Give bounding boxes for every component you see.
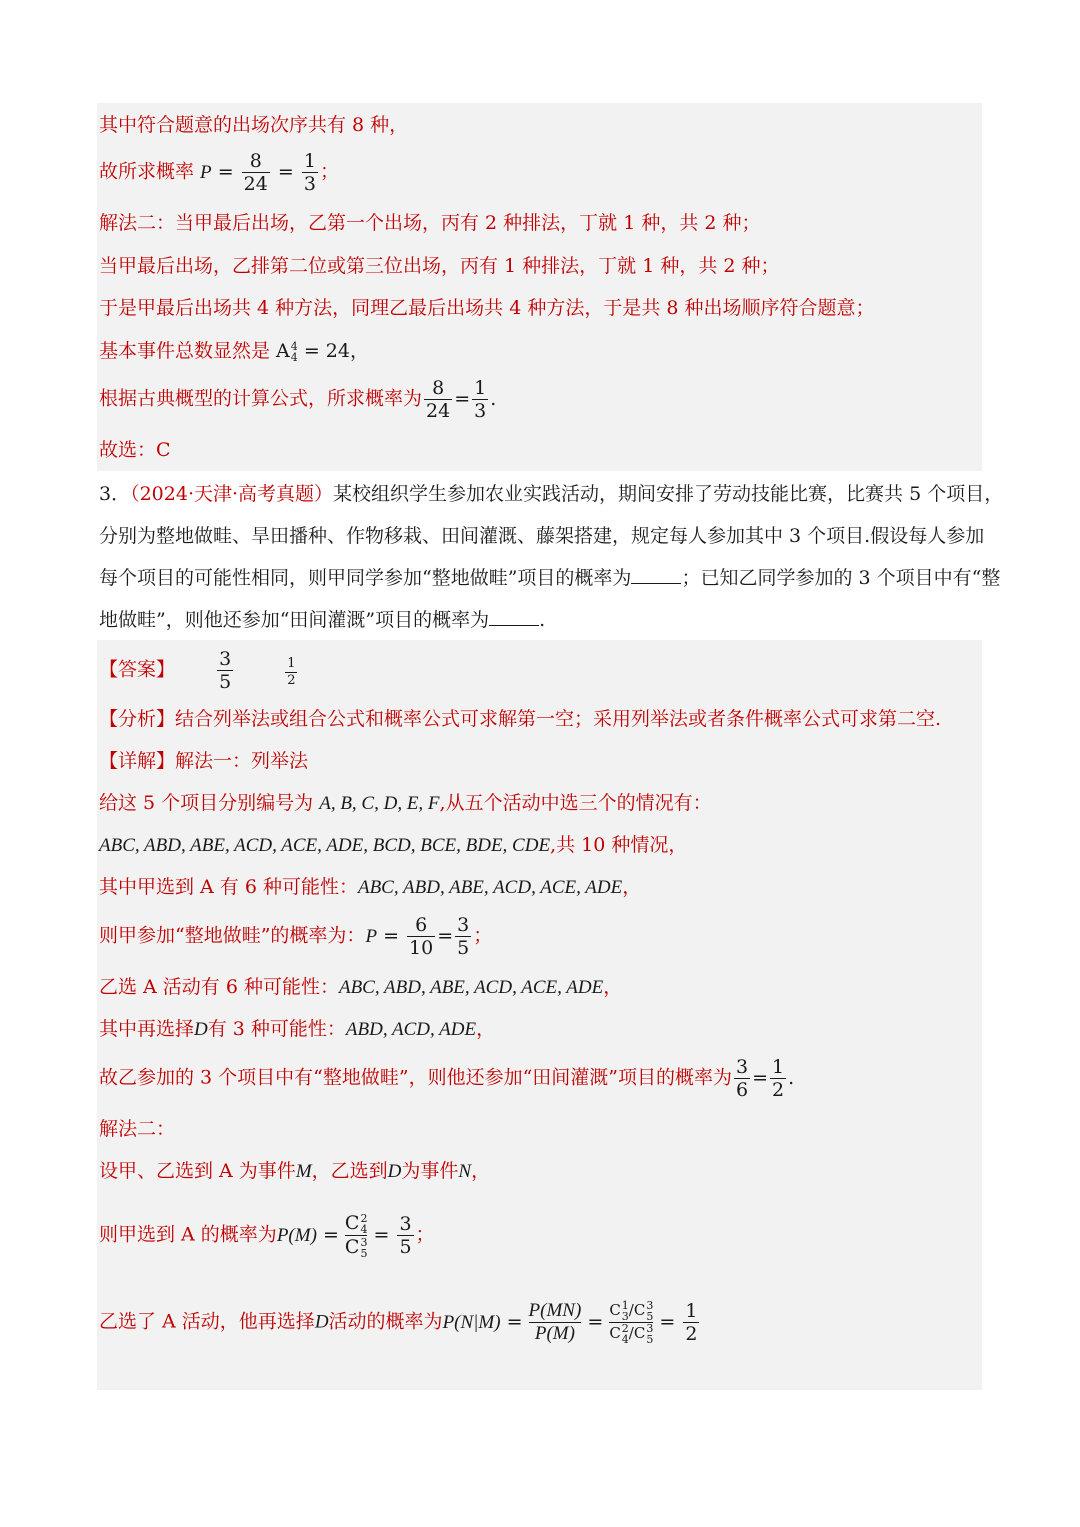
fraction: $\frac{3}{6}$ [736,1056,749,1101]
detail-line: 【详解】解法一：列举法 [99,750,309,772]
combination-fraction: C2 4 C3 5 [344,1212,368,1260]
detail-line: 则甲选到 A 的概率为P(M) = C2 4 C3 5 = $\frac{3}{5}$ ； [99,1212,435,1260]
answer-blank [631,567,681,584]
fraction: $\frac{3}{5}$ [457,914,470,959]
question-line: 地做畦”，则他还参加“田间灌溉”项目的概率为 . [99,609,546,631]
detail-line: 给这 5 个项目分别编号为 A, B, C, D, E, F,从五个活动中选三个的情况有： [99,792,712,814]
text: 于是甲最后出场共 4 种方法，同理乙最后出场共 4 种方法，于是共 8 种出场顺序符合题意； [99,297,875,319]
analysis-label: 【分析】 [99,708,176,730]
answer-choice: 故选：C [99,439,171,461]
answer-fraction-2: $\frac{1}{2}$ [287,655,296,688]
text: 解法二：当甲最后出场，乙第一个出场，丙有 2 种排法，丁就 1 种，共 2 种； [99,212,761,234]
detail-line: 乙选 A 活动有 6 种可能性：ABC, ABD, ABE, ACD, ACE, ADE， [99,976,623,998]
fraction: $\frac{6}{10}$ [409,914,434,959]
detail-line: 设甲、乙选到 A 为事件M，乙选到D为事件N， [99,1160,491,1182]
solution-line [99,295,875,321]
text: 当甲最后出场，乙排第二位或第三位出场，丙有 1 种排法，丁就 1 种，共 2 种； [99,255,780,277]
question-number: 3． [99,483,131,505]
solution-line [99,437,171,463]
solution-line: 故所求概率 P = $\frac{8}{24}$ = $\frac{1}{3}$ ； [99,150,339,195]
detail-label: 【详解】 [99,750,176,772]
solution-line: 基本事件总数显然是 A4 4 = 24， [99,340,369,364]
answer-label: 【答案】 [99,658,176,681]
fraction: $\frac{1}{2}$ [772,1056,785,1101]
detail-line: 故乙参加的 3 个项目中有“整地做畦”，则他还参加“田间灌溉”项目的概率为 $\frac{3}{6}$ = $\frac{1}{2}$ . [99,1056,795,1101]
question-line: 每个项目的可能性相同，则甲同学参加“整地做畦”项目的概率为 ；已知乙同学参加的 3 个项目中有“整 [99,567,1001,589]
question-source: （2024·天津·高考真题） [130,483,334,505]
answer-fraction-1: $\frac{3}{5}$ [219,648,232,693]
detail-line: ABC, ABD, ABE, ACD, ACE, ADE, BCD, BCE, BDE, CDE,共 10 种情况， [99,834,688,856]
answer-line [99,648,299,693]
answer-blank [489,609,539,626]
detail-line: 其中再选择D有 3 种可能性：ABD, ACD, ADE， [99,1018,496,1040]
solution-line [99,112,408,138]
conditional-fraction: $\frac{P(MN)}{P(M)}$ [528,1300,582,1344]
nested-combination-fraction: C1 3/C3 5 C2 4/C3 5 [609,1299,654,1346]
fraction: $\frac{3}{5}$ [399,1213,412,1258]
fraction: $\frac{1}{2}$ [685,1300,698,1345]
text: 其中符合题意的出场次序共有 8 种， [99,114,409,136]
analysis-line: 【分析】结合列举法或组合公式和概率公式可求解第一空；采用列举法或者条件概率公式可求第二空. [99,708,942,730]
detail-line: 则甲参加“整地做畦”的概率为：P = $\frac{6}{10}$ = $\frac{3}{5}$ ； [99,914,493,959]
solution-line [99,210,761,236]
question-line: 3．（2024·天津·高考真题）某校组织学生参加农业实践活动，期间安排了劳动技能比赛，比赛共 5 个项目， [99,483,1004,505]
question-line: 分别为整地做畦、旱田播种、作物移栽、田间灌溉、藤架搭建，规定每人参加其中 3 个项目.假设每人参加 [99,525,985,547]
fraction: $\frac{1}{3}$ [303,150,316,195]
math-var: P [200,161,212,183]
detail-line: 其中甲选到 A 有 6 种可能性：ABC, ABD, ABE, ACD, ACE, ADE， [99,876,642,898]
solution-line: 根据古典概型的计算公式，所求概率为 $\frac{8}{24}$ = $\frac{1}{3}$ . [99,377,497,422]
fraction: $\frac{8}{24}$ [426,377,451,422]
fraction: $\frac{8}{24}$ [243,150,268,195]
fraction: $\frac{1}{3}$ [474,377,487,422]
solution-line [99,253,780,279]
detail-line: 解法二： [99,1118,176,1140]
text: 故所求概率 [99,160,201,183]
detail-line: 乙选了 A 活动，他再选择D活动的概率为P(N|M) = $\frac{P(MN)}{P(M)}$ = C1 3/C3 5 C2 4/C3 5 = $\frac{1}{2}$ [99,1299,698,1346]
